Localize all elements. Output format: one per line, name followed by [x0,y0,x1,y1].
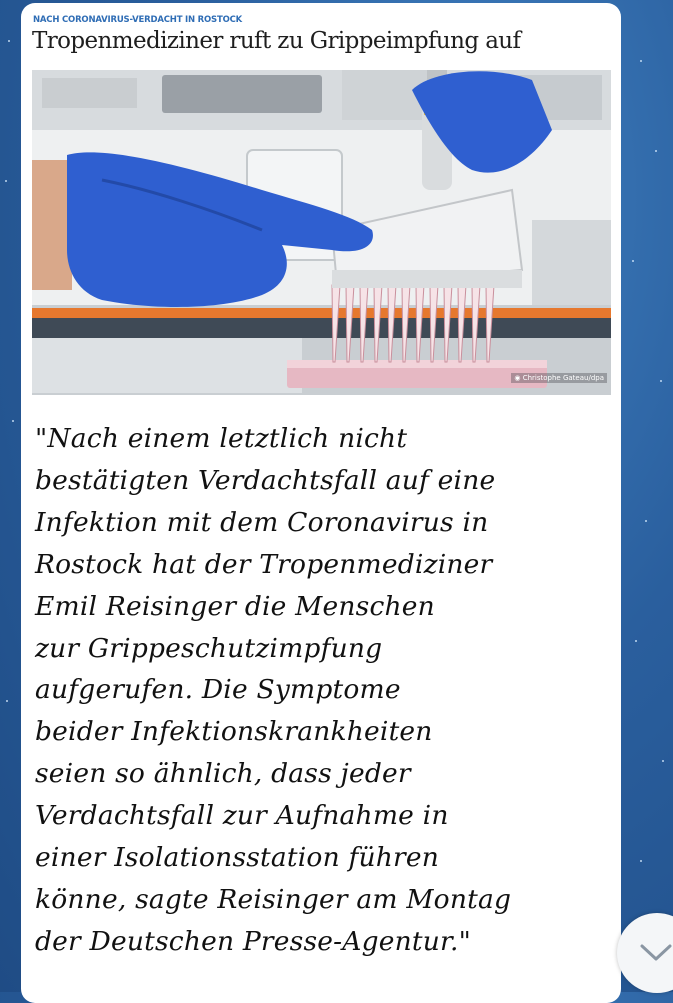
quote-text [35,418,615,963]
quote-line: könne, sagte Reisinger am Montag [35,883,512,915]
quote-line: Rostock hat der Tropenmediziner [35,548,493,580]
scroll-down-button[interactable] [617,913,673,993]
camera-icon: ◉ [514,374,523,382]
chevron-down-icon [639,943,673,963]
quote-line: Infektion mit dem Coronavirus in [35,506,489,538]
quote-line: Verdachtsfall zur Aufnahme in [35,800,449,832]
article-photo[interactable] [32,70,611,395]
quote-line: seien so ähnlich, dass jeder [35,758,411,790]
article-headline: Tropenmediziner ruft zu Grippeimpfung auf [32,28,521,54]
quote-line: der Deutschen Presse-Agentur." [35,925,472,957]
quote-line: einer Isolationsstation führen [35,842,440,874]
quote-line: bestätigten Verdachtsfall auf eine [35,464,496,496]
photo-credit-text: Christophe Gateau/dpa [522,374,604,382]
quote-line: beider Infektionskrankheiten [35,716,433,748]
message-card [21,3,621,1003]
quote-line: zur Grippeschutzimpfung [35,632,383,664]
quote-line: Emil Reisinger die Menschen [35,590,435,622]
lab-pipette-illustration [32,70,611,395]
article-kicker: NACH CORONAVIRUS-VERDACHT IN ROSTOCK [33,15,243,25]
quote-line: "Nach einem letztlich nicht [35,423,408,454]
photo-credit [511,373,607,383]
quote-line: aufgerufen. Die Symptome [35,674,401,706]
